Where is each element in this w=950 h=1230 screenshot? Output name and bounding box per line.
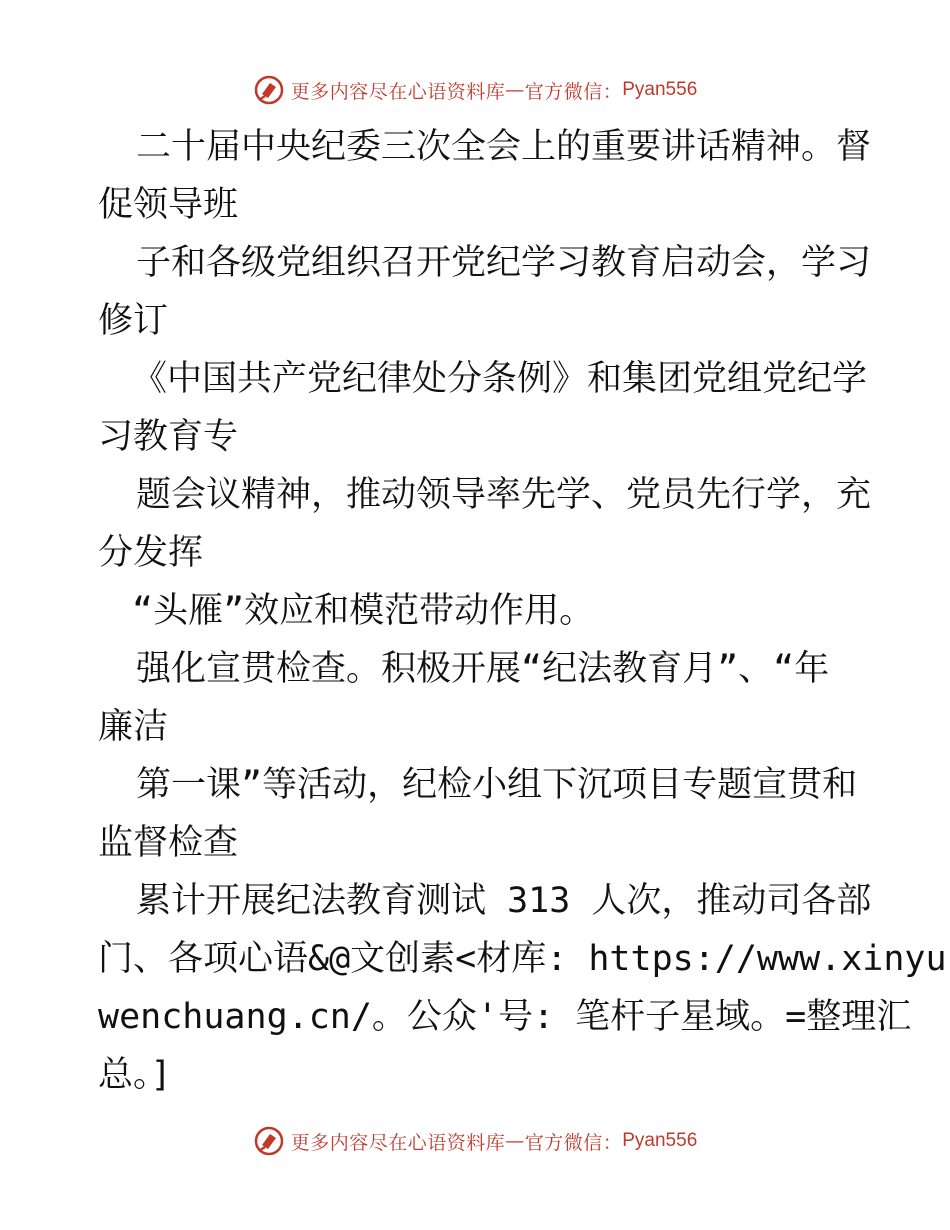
body-line: 修订 <box>98 301 169 341</box>
banner-separator: — <box>505 79 525 101</box>
body-line: 题会议精神，推动领导率先学、党员先行学，充 <box>136 475 872 515</box>
body-line: 强化宣贯检查。积极开展“纪法教育月”、“年 <box>136 649 830 689</box>
body-line: 第一课”等活动，纪检小组下沉项目专题宣贯和 <box>136 765 858 805</box>
body-line: 分发挥 <box>98 533 204 573</box>
banner-separator: — <box>505 1130 525 1152</box>
body-line: wenchuang.cn/。公众'号: 笔杆子星域。=整理汇 <box>98 997 912 1037</box>
banner-text: 更多内容尽在心语资料库 <box>290 80 506 103</box>
body-line: 促领导班 <box>98 185 239 225</box>
wechat-id: Pyan556 <box>622 79 698 100</box>
header-banner <box>0 70 950 110</box>
footer-banner <box>0 1121 950 1161</box>
body-line: 总。] <box>98 1055 172 1095</box>
document-body <box>98 118 947 1104</box>
wechat-id: Pyan556 <box>622 1130 698 1151</box>
brand-logo-icon <box>253 1125 285 1157</box>
body-line: 廉洁 <box>98 707 169 747</box>
banner-text: 更多内容尽在心语资料库 <box>290 1131 506 1154</box>
body-line: 习教育专 <box>98 417 239 457</box>
body-line: 监督检查 <box>98 823 239 863</box>
wechat-label: 官方微信： <box>524 80 623 103</box>
body-line: “头雁”效应和模范带动作用。 <box>132 591 595 631</box>
body-line: 门、各项心语&@文创素<材库: https://www.xinyu <box>98 939 947 979</box>
body-line: 累计开展纪法教育测试 313 人次，推动司各部 <box>136 881 872 921</box>
wechat-label: 官方微信： <box>524 1131 623 1154</box>
brand-logo-icon <box>253 74 285 106</box>
body-line: 子和各级党组织召开党纪学习教育启动会，学习 <box>136 243 872 283</box>
body-line: 《中国共产党纪律处分条例》和集团党组党纪学 <box>132 359 868 399</box>
body-line: 二十届中央纪委三次全会上的重要讲话精神。督 <box>136 127 872 167</box>
